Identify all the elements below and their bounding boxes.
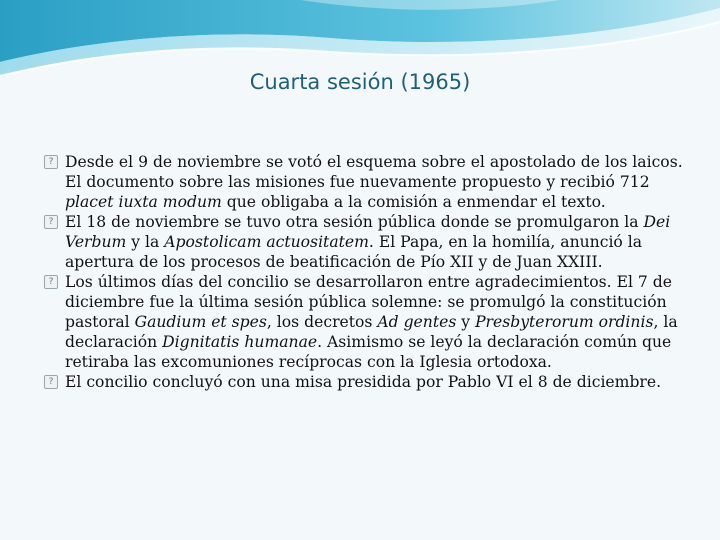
text-segment: El concilio concluyó con una misa presidida por Pablo VI el 8 de diciembre. [65,373,662,391]
text-segment: Los últimos días del concilio se desarrollaron entre agradecimientos. El 7 de diciembre fue la última sesión pública solemne: se promulgó la constitución pastoral [65,273,672,331]
text-segment: Desde el 9 de noviembre se votó el esquema sobre el apostolado de los laicos. El documento sobre las misiones fue nuevamente propuesto y recibió 712 [65,153,683,191]
bullet-paragraph [44,152,684,212]
square-bullet-icon: ? [44,275,58,289]
bullet-paragraph [44,272,684,372]
text-segment: , la declaración [65,313,678,351]
italic-text-segment: Dignitatis humanae [162,333,318,351]
italic-text-segment: Ad gentes [377,313,457,331]
slide-title: Cuarta sesión (1965) [249,70,471,94]
italic-text-segment: Apostolicam actuositatem [164,233,369,251]
bullet-paragraph [44,212,684,272]
text-segment: que obligaba a la comisión a enmendar el texto. [221,193,606,211]
italic-text-segment: placet iuxta modum [65,193,222,211]
italic-text-segment: Dei Verbum [65,213,671,251]
square-bullet-icon: ? [44,215,58,229]
text-segment: El 18 de noviembre se tuvo otra sesión pública donde se promulgaron la [65,213,644,231]
text-segment: y la [126,233,165,251]
square-bullet-icon: ? [44,155,58,169]
square-bullet-icon: ? [44,375,58,389]
italic-text-segment: Gaudium et spes [134,313,267,331]
bullet-paragraph [44,372,684,392]
text-segment: , los decretos [266,313,378,331]
text-segment: . Asimismo se leyó la declaración común que retiraba las excomuniones recíprocas con la Iglesia ortodoxa. [65,333,672,371]
text-segment: y [456,313,476,331]
italic-text-segment: Presbyterorum ordinis [475,313,654,331]
slide-body [44,152,684,392]
text-segment: . El Papa, en la homilía, anunció la apertura de los procesos de beatificación de Pío XII y de Juan XXIII. [65,233,643,271]
